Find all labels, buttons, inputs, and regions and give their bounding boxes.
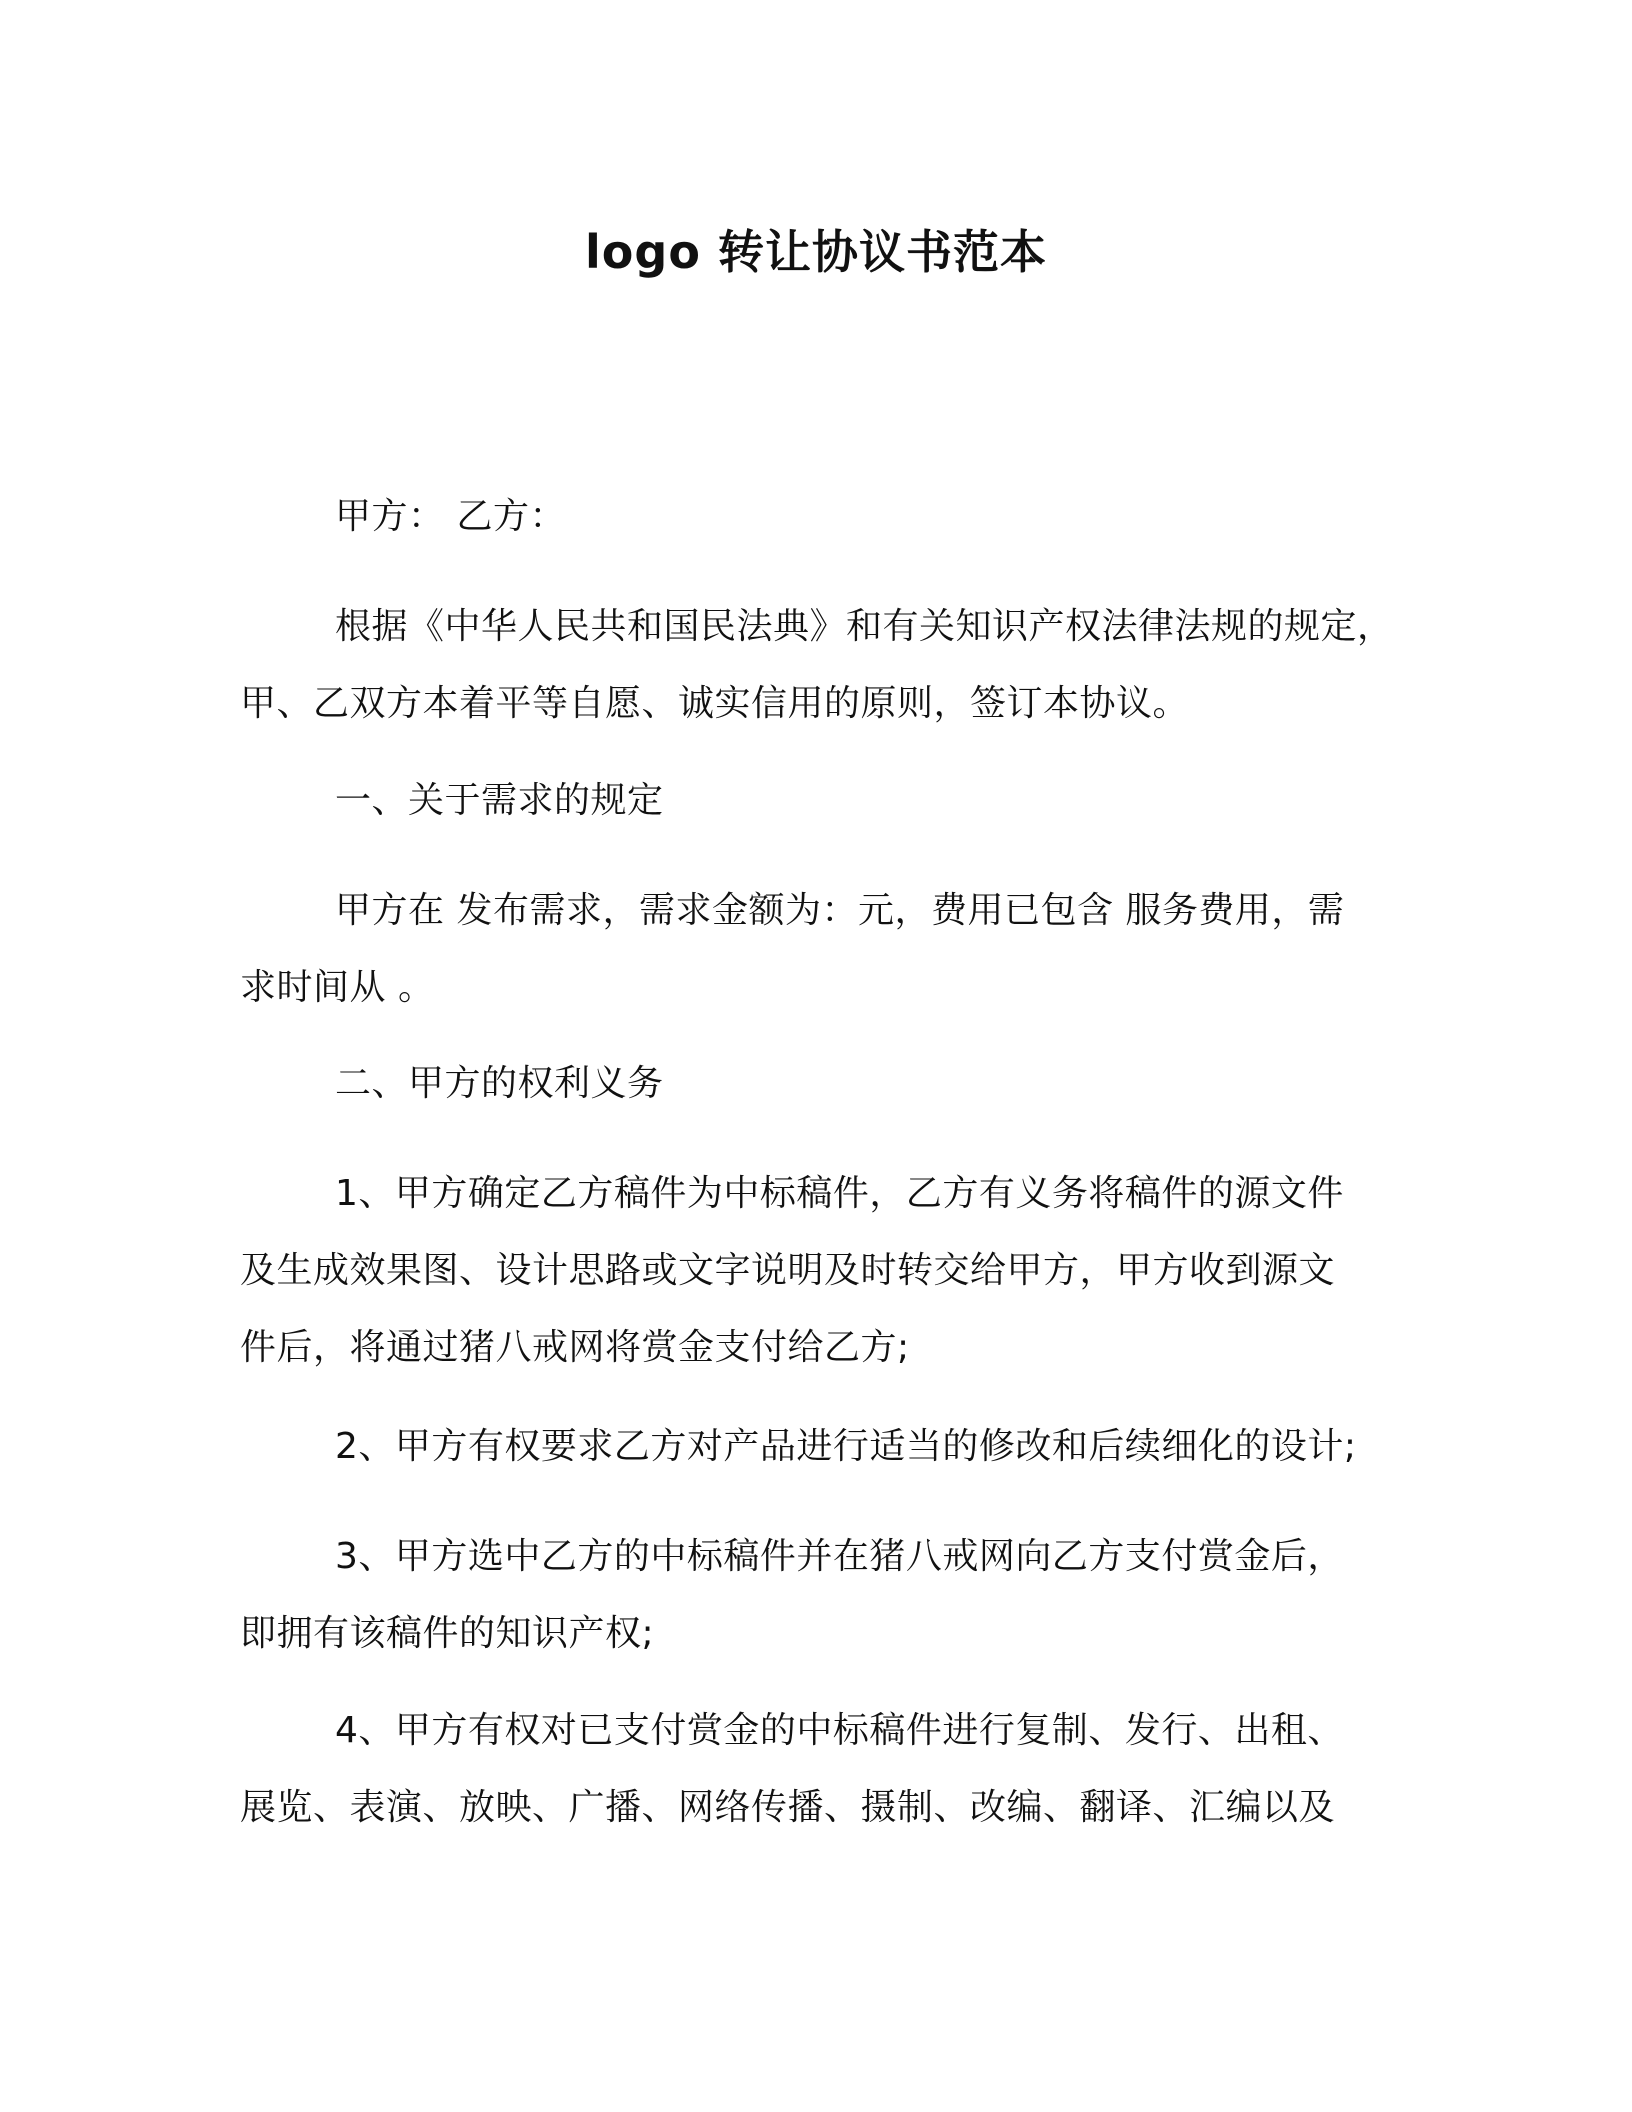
text-line: 展览、表演、放映、广播、网络传播、摄制、改编、翻译、汇编以及: [240, 1787, 1336, 1828]
demand-paragraph: [240, 872, 1400, 1026]
section-heading-1: [240, 762, 1400, 839]
preamble-paragraph: [240, 588, 1400, 742]
section-heading-2: [240, 1045, 1400, 1122]
text-line: 甲方在 发布需求，需求金额为：元，费用已包含 服务费用，需: [335, 890, 1345, 931]
text-line: 求时间从 。: [240, 967, 435, 1008]
clause-3-paragraph: [240, 1518, 1400, 1672]
text-line: 二、甲方的权利义务: [335, 1063, 664, 1104]
document-title: logo 转让协议书范本: [585, 225, 1047, 279]
text-line: 1、甲方确定乙方稿件为中标稿件，乙方有义务将稿件的源文件: [335, 1173, 1344, 1214]
text-line: 2、甲方有权要求乙方对产品进行适当的修改和后续细化的设计;: [335, 1426, 1357, 1467]
text-line: 甲、乙双方本着平等自愿、诚实信用的原则，签订本协议。: [240, 683, 1190, 724]
text-line: 甲方： 乙方：: [335, 496, 566, 537]
text-line: 一、关于需求的规定: [335, 780, 664, 821]
text-line: 4、甲方有权对已支付赏金的中标稿件进行复制、发行、出租、: [335, 1710, 1344, 1751]
text-line: 根据《中华人民共和国民法典》和有关知识产权法律法规的规定，: [335, 606, 1394, 647]
clause-2-paragraph: [240, 1408, 1400, 1485]
text-line: 及生成效果图、设计思路或文字说明及时转交给甲方，甲方收到源文: [240, 1250, 1336, 1291]
clause-4-paragraph: [240, 1692, 1400, 1846]
text-line: 件后，将通过猪八戒网将赏金支付给乙方;: [240, 1327, 910, 1368]
text-line: 3、甲方选中乙方的中标稿件并在猪八戒网向乙方支付赏金后，: [335, 1536, 1344, 1577]
parties-paragraph: [240, 478, 1400, 555]
clause-1-paragraph: [240, 1155, 1400, 1386]
text-line: 即拥有该稿件的知识产权;: [240, 1613, 655, 1654]
